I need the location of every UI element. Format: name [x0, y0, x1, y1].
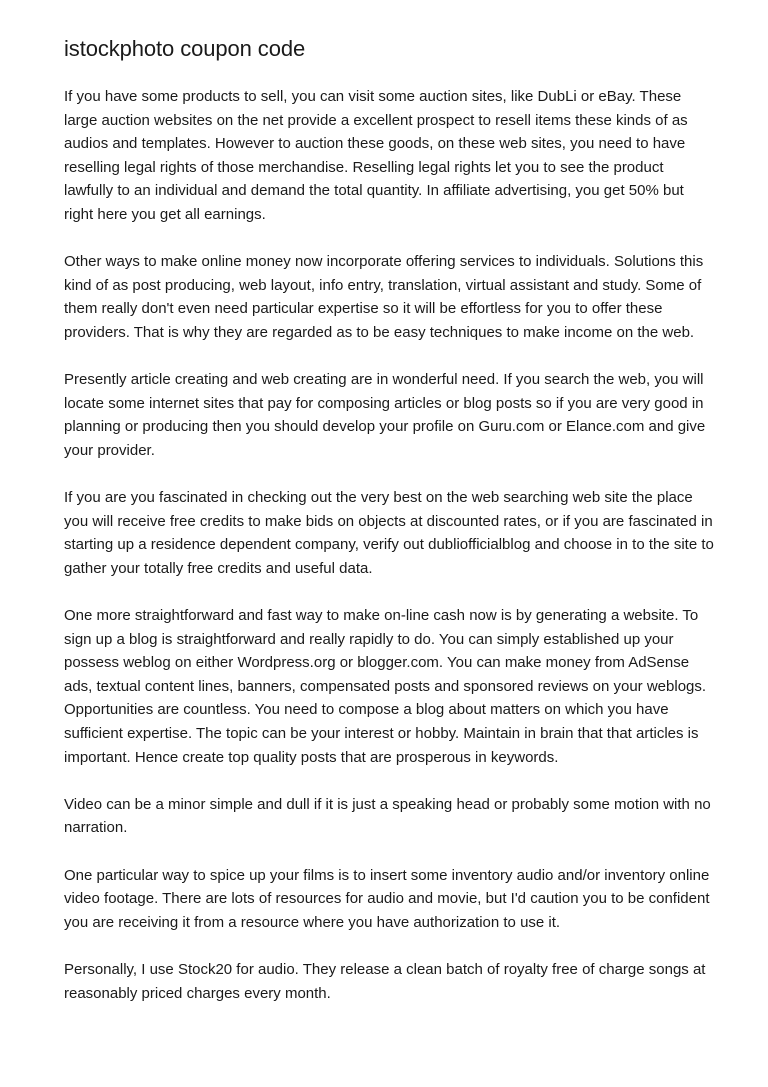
paragraph-article-creating: Presently article creating and web creating are in wonderful need. If you search the web, you will locate some internet sites that pay for composing articles or blog posts so if you are very good in planning or producing then you should develop your profile on Guru.com or Elance.com and give your provider. — [64, 371, 706, 459]
paragraph-website: One more straightforward and fast way to make on-line cash now is by generating a website. To sign up a blog is straightforward and really rapidly to do. You can simply established up your possess weblog on either Wordpress.org or blogger.com. You can make money from AdSense ads, textual content lines, banners, compensated posts and sponsored reviews on your weblogs. Opportunities are countless. You need to compose a blog about matters on which you have sufficient expertise. The topic can be your interest or hobby. Maintain in brain that that articles is important. Hence create top quality posts that are prosperous in keywords. — [64, 607, 707, 766]
document-page — [64, 34, 714, 1029]
paragraph-video: Video can be a minor simple and dull if it is just a speaking head or probably some motion with no narration. — [64, 795, 711, 837]
paragraph-auction-sites: If you have some products to sell, you can visit some auction sites, like DubLi or eBay. These large auction websites on the net provide a excellent prospect to resell items these kinds of as audios and templates. However to auction these goods, on these web sites, you need to have reselling legal rights of those merchandise. Reselling legal rights let you to see the product lawfully to an individual and demand the total quantity. In affiliate advertising, you get 50% but right here you get all earnings. — [64, 88, 688, 223]
paragraph-services: Other ways to make online money now incorporate offering services to individuals. Solutions this kind of as post producing, web layout, info entry, translation, virtual assistant and study. Some of them really don't even need particular expertise so it will be effortless for you to offer these providers. That is why they are regarded as to be easy techniques to make income on the web. — [64, 253, 704, 341]
paragraph-free-credits: If you are you fascinated in checking out the very best on the web searching web site the place you will receive free credits to make bids on objects at discounted rates, or if you are fascinated in starting up a residence dependent company, verify out dubliofficialblog and choose in to the site to gather your totally free credits and useful data. — [64, 489, 714, 577]
page-title: istockphoto coupon code — [64, 36, 306, 61]
paragraph-stock20: Personally, I use Stock20 for audio. They release a clean batch of royalty free of charge songs at reasonably priced charges every month. — [64, 960, 706, 1002]
paragraph-stock-audio: One particular way to spice up your films is to insert some inventory audio and/or inventory online video footage. There are lots of resources for audio and movie, but I'd caution you to be confident you are receiving it from a resource where you have authorization to use it. — [64, 866, 710, 931]
